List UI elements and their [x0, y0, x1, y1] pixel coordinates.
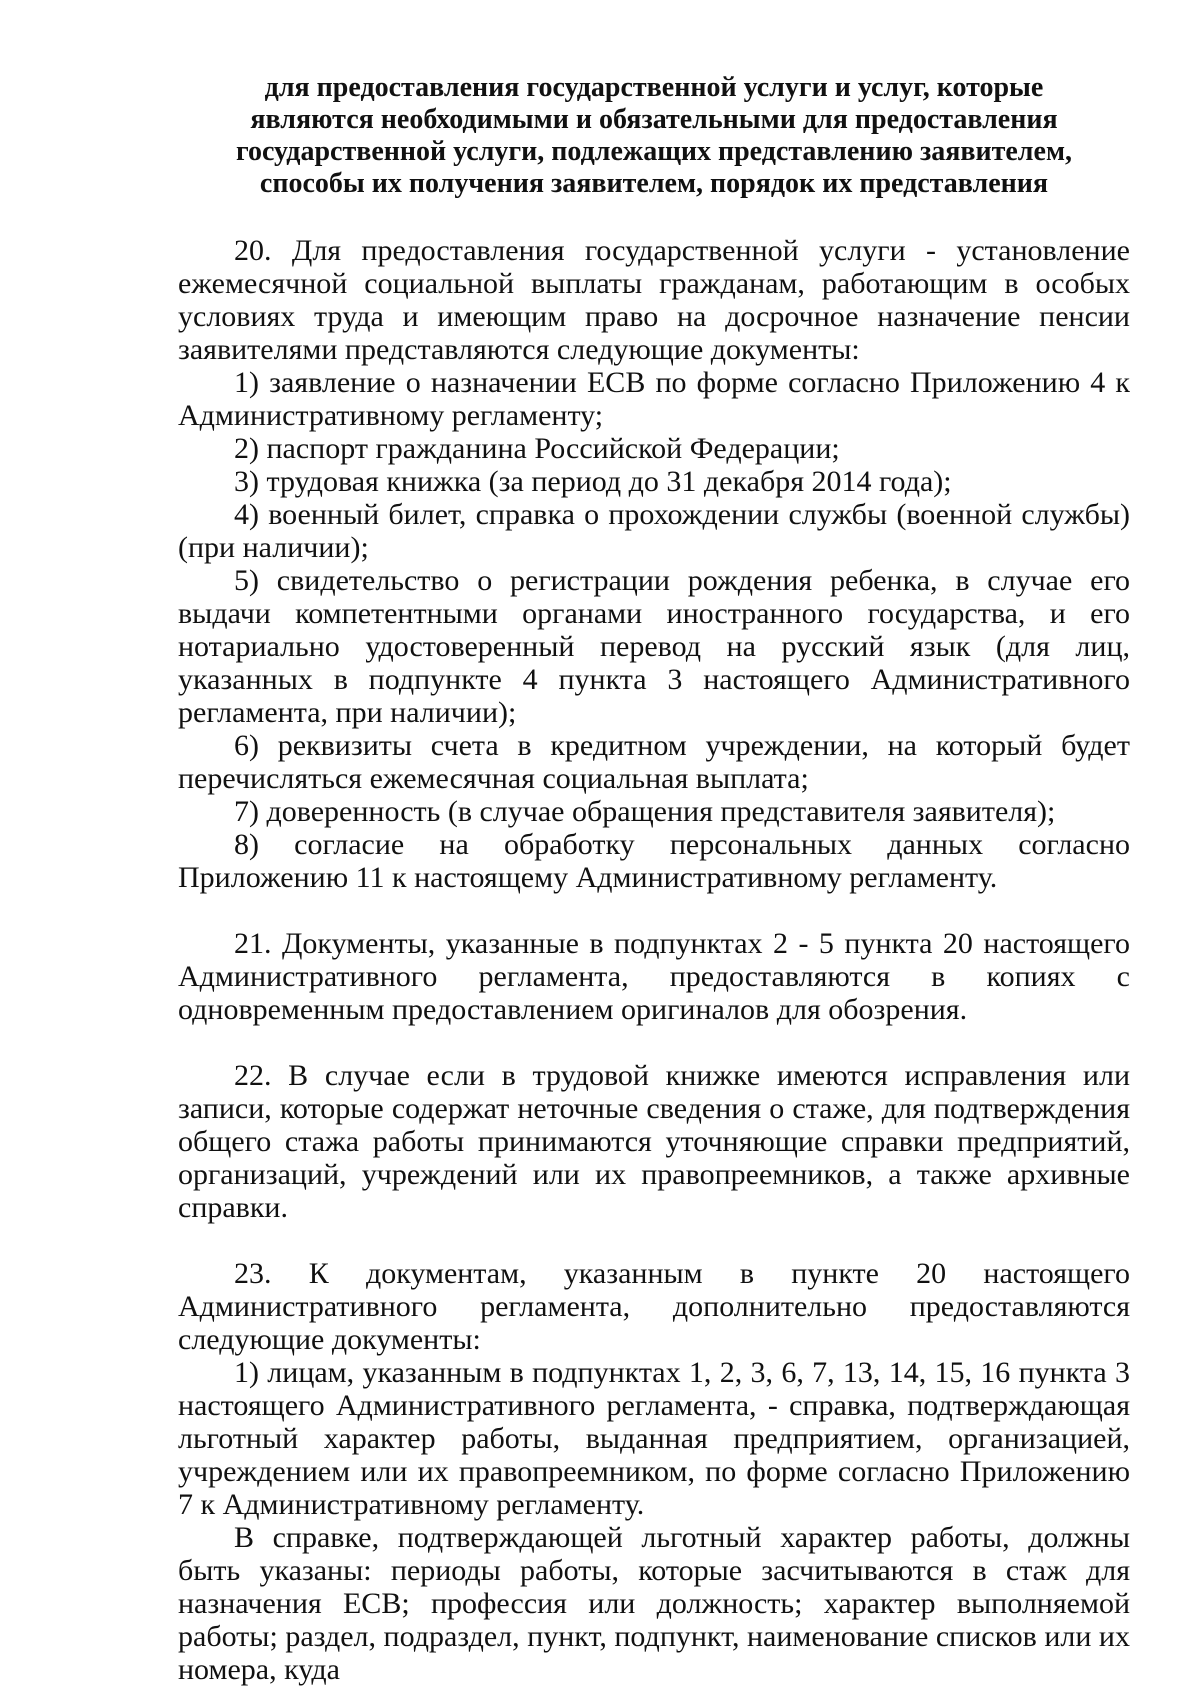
paragraph-23: 23. К документам, указанным в пункте 20 настоящего Административного регламента, дополнительно предоставляются следующие документы: [178, 1257, 1130, 1356]
list-item-2: 2) паспорт гражданина Российской Федерации; [234, 432, 840, 465]
list-item-4: 4) военный билет, справка о прохождении службы (военной службы) (при наличии); [178, 498, 1130, 564]
paragraph-20: 20. Для предоставления государственной услуги - установление ежемесячной социальной выплаты гражданам, работающим в особых условиях труда и имеющим право на досрочное назначение пенсии заявителями представляются следующие документы: [178, 234, 1130, 366]
section-heading [178, 72, 1130, 200]
heading-line: государственной услуги, подлежащих представлению заявителем, [235, 136, 1073, 167]
document-body [178, 72, 1130, 1686]
paragraph-21: 21. Документы, указанные в подпунктах 2 - 5 пункта 20 настоящего Административного регламента, предоставляются в копиях с одновременным предоставлением оригиналов для обозрения. [178, 927, 1130, 1026]
paragraph-22: 22. В случае если в трудовой книжке имеются исправления или записи, которые содержат неточные сведения о стаже, для подтверждения общего стажа работы принимаются уточняющие справки предприятий, организаций, учреждений или их правопреемников, а также архивные справки. [178, 1059, 1130, 1224]
paragraph-certificate-details: В справке, подтверждающей льготный характер работы, должны быть указаны: периоды работы, которые засчитываются в стаж для назначения ЕСВ; профессия или должность; характер выполняемой работы; раздел, подраздел, пункт, подпункт, наименование списков или их номера, куда [178, 1521, 1130, 1686]
list-item-23-1: 1) лицам, указанным в подпунктах 1, 2, 3, 6, 7, 13, 14, 15, 16 пункта 3 настоящего Административного регламента, - справка, подтверждающая льготный характер работы, выданная предприятием, организацией, учреждением или их правопреемником, по форме согласно Приложению 7 к Административному регламенту. [178, 1356, 1130, 1521]
heading-line: являются необходимыми и обязательными для предоставления [250, 104, 1058, 135]
list-item-5: 5) свидетельство о регистрации рождения ребенка, в случае его выдачи компетентными органами иностранного государства, и его нотариально удостоверенный перевод на русский язык (для лиц, указанных в подпункте 4 пункта 3 настоящего Административного регламента, при наличии); [178, 564, 1130, 729]
list-item-1: 1) заявление о назначении ЕСВ по форме согласно Приложению 4 к Административному регламенту; [178, 366, 1130, 432]
heading-line: способы их получения заявителем, порядок их представления [259, 168, 1049, 199]
list-item-3: 3) трудовая книжка (за период до 31 декабря 2014 года); [234, 465, 952, 498]
heading-line: для предоставления государственной услуги и услуг, которые [264, 72, 1044, 103]
list-item-6: 6) реквизиты счета в кредитном учреждении, на который будет перечисляться ежемесячная социальная выплата; [178, 729, 1130, 795]
list-item-8: 8) согласие на обработку персональных данных согласно Приложению 11 к настоящему Административному регламенту. [178, 828, 1130, 894]
list-item-7: 7) доверенность (в случае обращения представителя заявителя); [234, 795, 1056, 828]
